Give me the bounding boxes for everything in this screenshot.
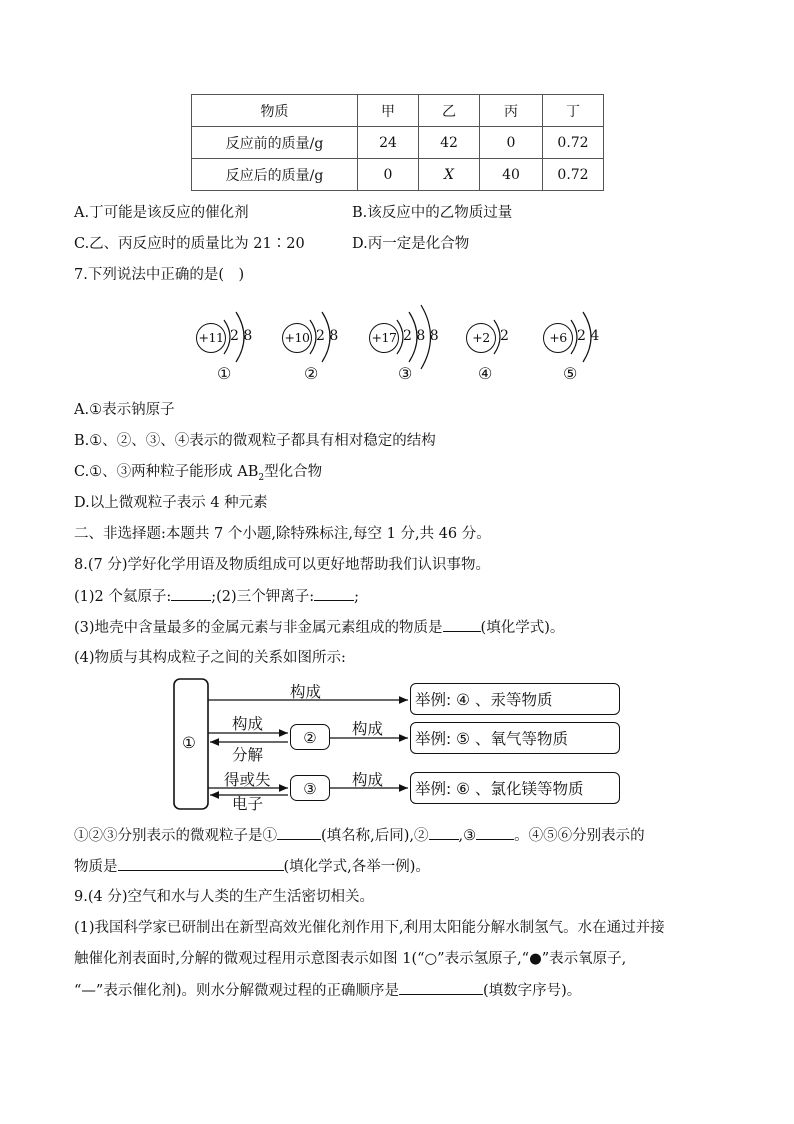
q8-part1: (1)2 个氦原子: ;(2)三个钾离子: ; bbox=[74, 586, 359, 607]
q8-part3: (3)地壳中含量最多的金属元素与非金属元素组成的物质是 (填化学式)。 bbox=[74, 617, 564, 638]
arrow-label: 构成 bbox=[290, 683, 322, 701]
answer-blank[interactable] bbox=[277, 825, 321, 840]
q7-option-d: D.以上微观粒子表示 4 种元素 bbox=[74, 495, 268, 511]
table-cell: 0 bbox=[480, 127, 543, 159]
mass-table bbox=[191, 94, 604, 191]
table-header: 丁 bbox=[543, 95, 604, 127]
example-box-1: 举例: ④ 、汞等物质 bbox=[410, 683, 620, 715]
example-box-3: 举例: ⑥ 、氯化镁等物质 bbox=[410, 772, 620, 804]
q6-option-a: A.丁可能是该反应的催化剂 bbox=[74, 205, 249, 221]
table-cell: X bbox=[419, 159, 480, 191]
answer-blank[interactable] bbox=[118, 856, 284, 871]
q9-paragraph: 触催化剂表面时,分解的微观过程用示意图表示如图 1(“○”表示氢原子,“●”表示氧原子, bbox=[74, 951, 627, 967]
nucleus: +17 bbox=[369, 323, 399, 353]
atom-label: ① bbox=[217, 364, 232, 383]
answer-blank[interactable] bbox=[429, 825, 459, 840]
nucleus: +10 bbox=[282, 323, 312, 353]
arrow-label: 得或失 bbox=[224, 771, 271, 789]
table-header: 物质 bbox=[192, 95, 358, 127]
arrow-label: 分解 bbox=[232, 746, 264, 764]
section-heading: 二、非选择题:本题共 7 个小题,除特殊标注,每空 1 分,共 46 分。 bbox=[74, 526, 491, 542]
table-cell: 24 bbox=[358, 127, 419, 159]
answer-blank[interactable] bbox=[476, 825, 514, 840]
electron-shells: 2 4 bbox=[577, 328, 600, 344]
table-cell: 0.72 bbox=[543, 159, 604, 191]
q8-answer-line1: ①②③分别表示的微观粒子是① (填名称,后同),② ,③ 。④⑤⑥分别表示的 bbox=[74, 825, 645, 846]
nucleus: +6 bbox=[543, 323, 573, 353]
arrow-label: 构成 bbox=[352, 771, 384, 789]
q9-paragraph: “—”表示催化剂)。则水分解微观过程的正确顺序是 (填数字序号)。 bbox=[74, 980, 581, 1001]
table-header: 乙 bbox=[419, 95, 480, 127]
table-header: 丙 bbox=[480, 95, 543, 127]
table-row bbox=[192, 127, 604, 159]
q7-stem: 7.下列说法中正确的是( ) bbox=[74, 267, 245, 283]
answer-blank[interactable] bbox=[443, 617, 481, 632]
electron-shells: 2 8 bbox=[230, 328, 253, 344]
arrow-label: 构成 bbox=[352, 720, 384, 738]
answer-blank[interactable] bbox=[314, 586, 354, 601]
nucleus: +11 bbox=[196, 323, 226, 353]
q9-stem: 9.(4 分)空气和水与人类的生产生活密切相关。 bbox=[74, 889, 374, 905]
particle-box-2: ② bbox=[290, 724, 330, 750]
table-cell: 0.72 bbox=[543, 127, 604, 159]
atom-label: ③ bbox=[398, 364, 413, 383]
atom-label: ⑤ bbox=[563, 364, 578, 383]
table-header-row bbox=[192, 95, 604, 127]
table-cell: 0 bbox=[358, 159, 419, 191]
q8-answer-line2: 物质是 (填化学式,各举一例)。 bbox=[74, 856, 430, 877]
atom-structure-3 bbox=[369, 318, 459, 358]
arrow-label: 电子 bbox=[232, 795, 264, 813]
atom-label: ② bbox=[304, 364, 319, 383]
q8-stem: 8.(7 分)学好化学用语及物质组成可以更好地帮助我们认识事物。 bbox=[74, 557, 490, 573]
particle-box-3: ③ bbox=[290, 775, 330, 801]
table-cell: 42 bbox=[419, 127, 480, 159]
table-header: 甲 bbox=[358, 95, 419, 127]
example-box-2: 举例: ⑤ 、氧气等物质 bbox=[410, 722, 620, 754]
table-cell: 反应后的质量/g bbox=[192, 159, 358, 191]
q7-option-b: B.①、②、③、④表示的微观粒子都具有相对稳定的结构 bbox=[74, 433, 436, 449]
electron-shells: 2 8 bbox=[316, 328, 339, 344]
atom-structure-2 bbox=[282, 318, 372, 358]
table-cell: 40 bbox=[480, 159, 543, 191]
arrow-label: 构成 bbox=[232, 715, 264, 733]
table-cell: 反应前的质量/g bbox=[192, 127, 358, 159]
atom-label: ④ bbox=[478, 364, 493, 383]
answer-blank[interactable] bbox=[171, 586, 211, 601]
q6-option-b: B.该反应中的乙物质过量 bbox=[352, 205, 513, 221]
electron-shells: 2 8 8 bbox=[403, 328, 439, 344]
answer-blank[interactable] bbox=[399, 980, 483, 995]
q6-option-c: C.乙、丙反应时的质量比为 21∶20 bbox=[74, 236, 305, 252]
q7-option-c: C.①、③两种粒子能形成 $AB_2$型化合物 bbox=[74, 464, 323, 483]
electron-shells: 2 bbox=[500, 328, 509, 344]
atom-structure-1 bbox=[196, 318, 286, 358]
q6-option-d: D.丙一定是化合物 bbox=[352, 236, 470, 252]
q7-option-a: A.①表示钠原子 bbox=[74, 402, 175, 418]
particle-circle-1: ① bbox=[182, 734, 196, 752]
q8-part4: (4)物质与其构成粒子之间的关系如图所示: bbox=[74, 650, 346, 666]
nucleus: +2 bbox=[466, 323, 496, 353]
atom-structure-5 bbox=[543, 318, 633, 358]
table-row bbox=[192, 159, 604, 191]
q9-paragraph: (1)我国科学家已研制出在新型高效光催化剂作用下,利用太阳能分解水制氢气。水在通过并接 bbox=[74, 920, 665, 936]
